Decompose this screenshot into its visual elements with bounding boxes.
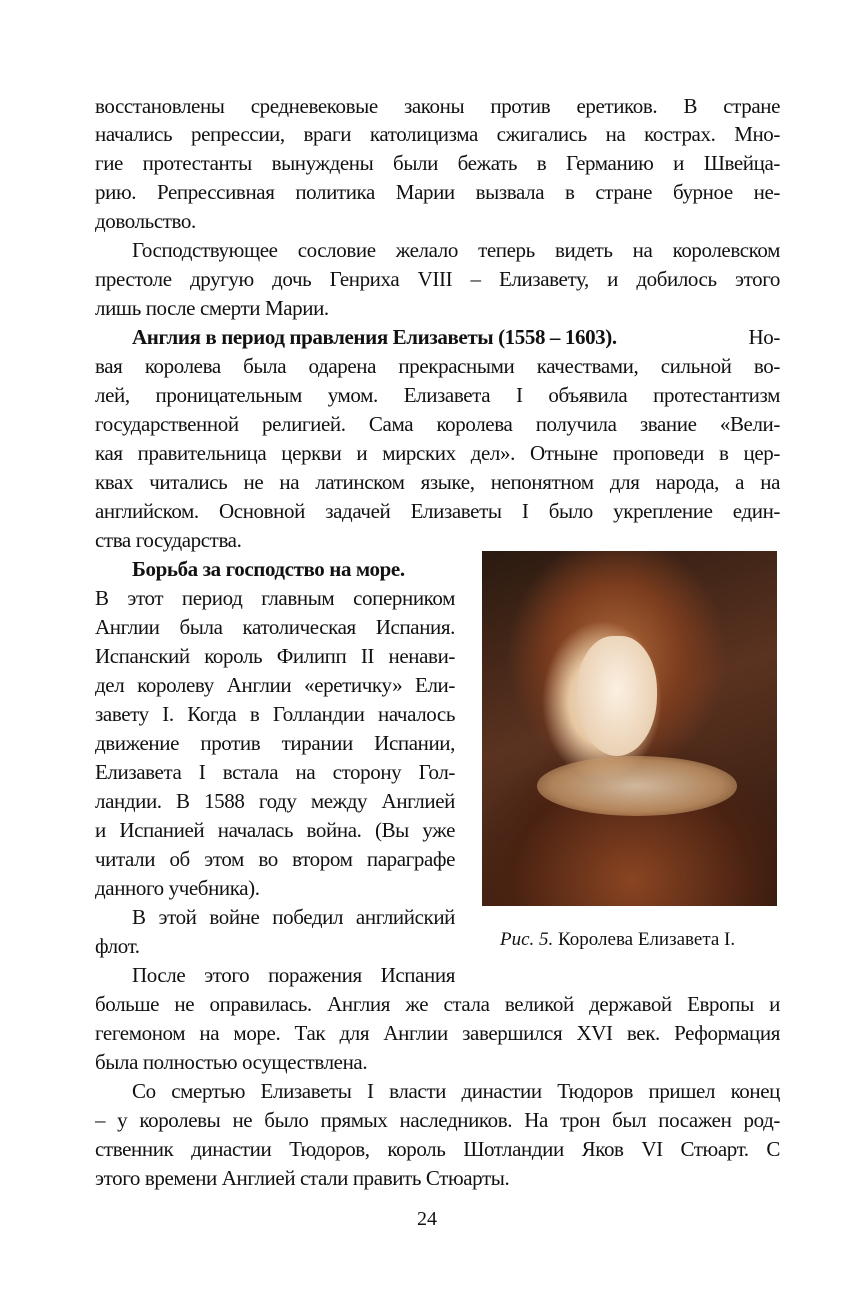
text-fragment: Но- [748, 325, 780, 349]
text-line: кая правительница церкви и мирских дел». Отныне проповеди в цер- [95, 441, 780, 465]
text-line: государственной религией. Сама королева получила звание «Вели- [95, 412, 780, 436]
text-line: дел королеву Англии «еретичку» Ели- [95, 673, 455, 697]
text-line: флот. [95, 934, 140, 958]
text-line: вая королева была одарена прекрасными качествами, сильной во- [95, 354, 780, 378]
text-line: этого времени Англией стали править Стюарты. [95, 1166, 510, 1190]
text-line: довольство. [95, 209, 196, 233]
text-line: В этой войне победил английский [132, 905, 455, 929]
section-heading-elizabeth: Англия в период правления Елизаветы (1558 – 1603). [132, 325, 617, 349]
portrait-face-detail [577, 636, 657, 756]
portrait-ruff-detail [537, 756, 737, 816]
text-line: восстановлены средневековые законы против еретиков. В стране [95, 94, 780, 118]
text-line: квах читались не на латинском языке, непонятном для народа, а на [95, 470, 780, 494]
text-line: гие протестанты вынуждены были бежать в Германию и Швейца- [95, 151, 780, 175]
portrait-image-elizabeth [482, 551, 777, 906]
text-line: лей, проницательным умом. Елизавета I объявила протестантизм [95, 383, 780, 407]
figure-caption [500, 928, 770, 952]
text-line: Англии была католическая Испания. [95, 615, 455, 639]
page-number: 24 [417, 1208, 437, 1230]
text-line: лишь после смерти Марии. [95, 296, 329, 320]
text-line: Елизавета I встала на сторону Гол- [95, 760, 455, 784]
section-heading-line [132, 324, 780, 351]
text-line: движение против тирании Испании, [95, 731, 455, 755]
figure-caption-label: Рис. 5. [500, 929, 554, 950]
text-line: Господствующее сословие желало теперь видеть на королевском [132, 238, 780, 262]
text-line: ландии. В 1588 году между Англией [95, 789, 455, 813]
text-line: После этого поражения Испания [132, 963, 455, 987]
text-line: гегемоном на море. Так для Англии завершился XVI век. Реформация [95, 1021, 780, 1045]
text-line: престоле другую дочь Генриха VIII – Елизавету, и добилось этого [95, 267, 780, 291]
text-line: английском. Основной задачей Елизаветы I было укрепление един- [95, 499, 780, 523]
text-line: – у королевы не было прямых наследников. На трон был посажен род- [95, 1108, 780, 1132]
text-line: В этот период главным соперником [95, 586, 455, 610]
text-line: была полностью осуществлена. [95, 1050, 368, 1074]
text-line: Испанский король Филипп II ненави- [95, 644, 455, 668]
figure-caption-text: Королева Елизавета I. [558, 929, 736, 950]
text-line: завету I. Когда в Голландии началось [95, 702, 455, 726]
text-line: и Испанией началась война. (Вы уже [95, 818, 455, 842]
text-line: начались репрессии, враги католицизма сжигались на кострах. Мно- [95, 122, 780, 146]
text-line: Со смертью Елизаветы I власти династии Тюдоров пришел конец [132, 1079, 780, 1103]
text-line: ственник династии Тюдоров, король Шотландии Яков VI Стюарт. С [95, 1137, 780, 1161]
section-heading-sea: Борьба за господство на море. [132, 557, 405, 581]
text-line: читали об этом во втором параграфе [95, 847, 455, 871]
text-line: ства государства. [95, 528, 242, 552]
text-line: рию. Репрессивная политика Марии вызвала в стране бурное не- [95, 180, 780, 204]
text-line: данного учебника). [95, 876, 260, 900]
text-line: больше не оправилась. Англия же стала великой державой Европы и [95, 992, 780, 1016]
